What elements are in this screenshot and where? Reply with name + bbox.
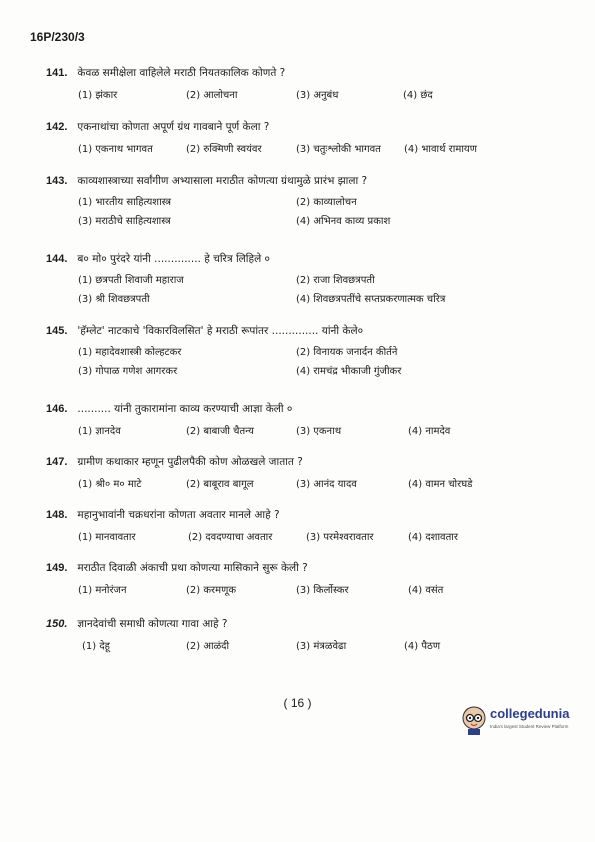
question-text: एकनाथांचा कोणता अपूर्ण ग्रंथ गावबाने पूर्ण केला ? [77,121,270,133]
option-2[interactable]: (2) बाबाजी चैतन्य [186,426,254,437]
logo-tagline: India's largest Student Review Platform [490,724,569,729]
question-146 [46,402,566,439]
question-149 [46,561,566,598]
question-number: 146. [46,403,68,415]
option-2[interactable]: (2) आलोचना [186,90,238,101]
option-4[interactable]: (4) रामचंद्र भीकाजी गुंजीकर [296,366,402,377]
option-4[interactable]: (4) वसंत [408,585,444,596]
question-number: 141. [46,67,68,79]
question-text: 'हॅम्लेट' नाटकाचे 'विकारविलसित' हे मराठी रूपांतर .............. यांनी केले० [77,325,364,337]
question-150 [46,617,566,654]
option-3[interactable]: (3) श्री शिवछत्रपती [78,294,150,305]
question-141 [46,66,566,103]
option-1[interactable]: (1) महादेवशास्त्री कोल्हटकर [78,347,182,358]
question-144 [46,252,566,310]
question-text: केवळ समीक्षेला वाहिलेले मराठी नियतकालिक कोणते ? [77,67,286,79]
option-3[interactable]: (3) किर्लोस्कर [296,585,349,596]
option-4[interactable]: (4) छंद [403,90,433,101]
option-3[interactable]: (3) मंत्रळवेढा [296,641,347,652]
question-text: ज्ञानदेवांची समाधी कोणत्या गावा आहे ? [77,618,228,630]
option-1[interactable]: (1) मनोरंजन [78,585,127,596]
question-number: 147. [46,456,68,468]
option-1[interactable]: (1) झंकार [78,90,118,101]
question-145 [46,324,566,382]
option-4[interactable]: (4) पैठण [404,641,441,652]
question-148 [46,508,566,545]
question-text: मराठीत दिवाळी अंकाची प्रथा कोणत्या मासिकाने सुरू केली ? [77,562,308,574]
option-2[interactable]: (2) बाबूराव बागूल [186,479,254,490]
option-1[interactable]: (1) मानवावतार [78,532,136,543]
option-1[interactable]: (1) एकनाथ भागवत [78,144,153,155]
logo-name: collegedunia [490,706,570,721]
question-text: ग्रामीण कथाकार म्हणून पुढीलपैकी कोण ओळखले जातात ? [77,456,303,468]
question-number: 142. [46,121,68,133]
question-143 [46,174,566,232]
option-2[interactable]: (2) करमणूक [186,585,237,596]
option-2[interactable]: (2) विनायक जनार्दन कीर्तने [296,347,398,358]
question-number: 150. [46,618,68,630]
option-2[interactable]: (2) आळंदी [186,641,230,652]
question-text: काव्यशास्त्राच्या सर्वांगीण अभ्यासाला मराठीत कोणत्या ग्रंथामुळे प्रारंभ झाला ? [77,175,368,187]
option-3[interactable]: (3) परमेश्वरावतार [306,532,374,543]
option-3[interactable]: (3) चतुःश्लोकी भागवत [296,144,381,155]
question-number: 149. [46,562,68,574]
question-number: 144. [46,253,68,265]
option-1[interactable]: (1) छत्रपती शिवाजी महाराज [78,275,184,286]
option-2[interactable]: (2) काव्यालोचन [296,197,357,208]
option-4[interactable]: (4) अभिनव काव्य प्रकाश [296,216,391,227]
option-3[interactable]: (3) आनंद यादव [296,479,357,490]
page-number: ( 16 ) [283,696,312,710]
option-4[interactable]: (4) भावार्थ रामायण [404,144,477,155]
option-3[interactable]: (3) गोपाळ गणेश आगरकर [78,366,178,377]
question-text: ब० मो० पुरंदरे यांनी .............. हे चरित्र लिहिले ० [77,253,271,265]
question-number: 143. [46,175,68,187]
option-4[interactable]: (4) नामदेव [408,426,451,437]
option-4[interactable]: (4) दशावतार [408,532,458,543]
collegedunia-logo [458,700,588,740]
option-1[interactable]: (1) ज्ञानदेव [78,426,121,437]
option-2[interactable]: (2) राजा शिवछत्रपती [296,275,375,286]
question-text: महानुभावांनी चक्रधरांना कोणता अवतार मानले आहे ? [77,509,280,521]
paper-code: 16P/230/3 [30,30,85,44]
owl-mascot-icon [460,702,488,736]
option-2[interactable]: (2) दवदण्याचा अवतार [188,532,273,543]
option-2[interactable]: (2) रुक्मिणी स्वयंवर [186,144,262,155]
question-142 [46,120,566,157]
question-number: 148. [46,509,68,521]
question-147 [46,455,566,492]
question-number: 145. [46,325,68,337]
option-1[interactable]: (1) देहू [82,641,110,652]
option-4[interactable]: (4) वामन चोरघडे [408,479,473,490]
option-3[interactable]: (3) मराठीचे साहित्यशास्त्र [78,216,171,227]
option-4[interactable]: (4) शिवछत्रपतींचे सप्तप्रकरणात्मक चरित्र [296,294,446,305]
option-3[interactable]: (3) अनुबंध [296,90,339,101]
question-text: .......... यांनी तुकारामांना काव्य करण्याची आज्ञा केली ० [77,403,293,415]
option-1[interactable]: (1) श्री० म० माटे [78,479,142,490]
option-1[interactable]: (1) भारतीय साहित्यशास्त्र [78,197,172,208]
option-3[interactable]: (3) एकनाथ [296,426,342,437]
